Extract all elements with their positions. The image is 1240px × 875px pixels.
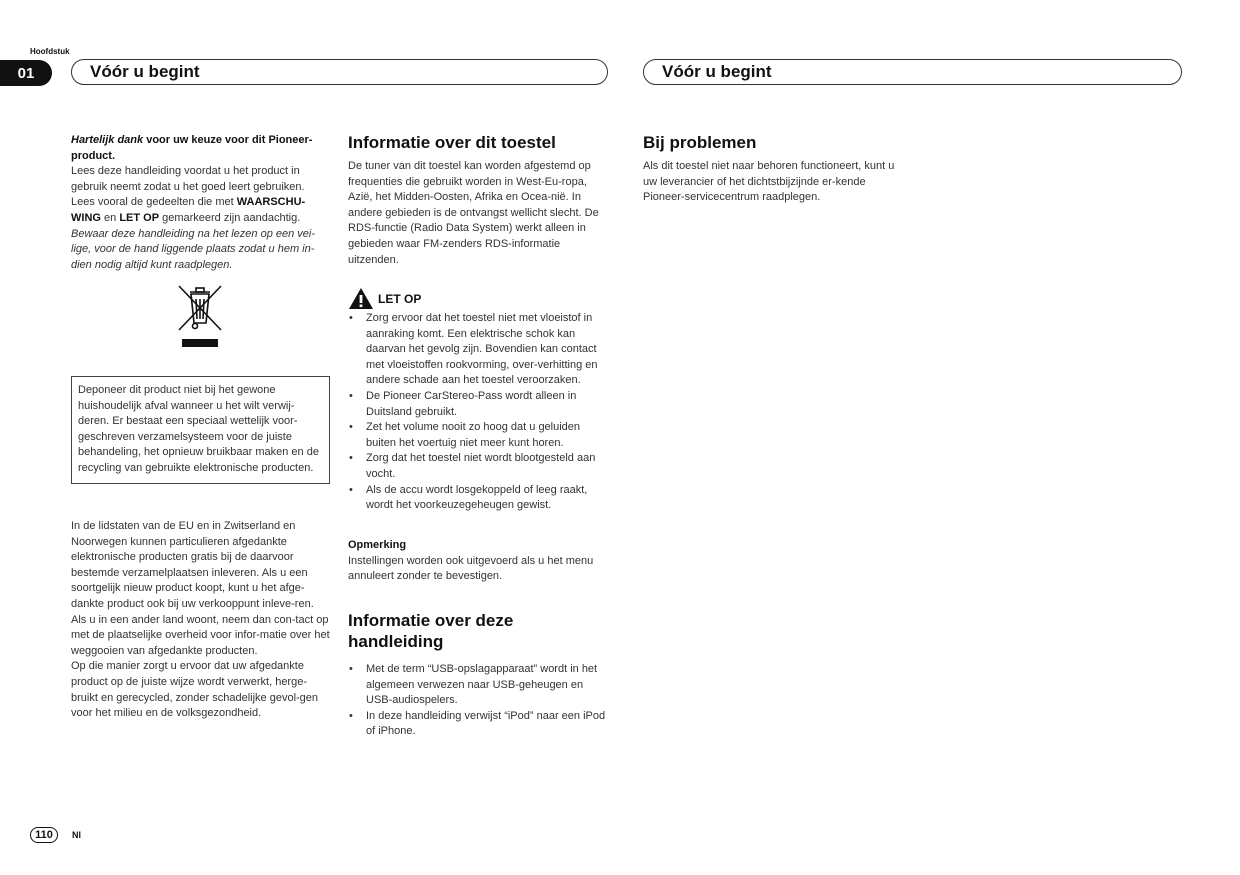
intro-text-a: Lees deze handleiding voordat u het product in gebruik neemt zodat u het goed leert gebruiken. Lees vooral de gedeelten die met	[71, 165, 305, 209]
problems-body: Als dit toestel niet naar behoren functioneert, kunt u uw leverancier of het dichtstbijzijnde er-kende Pioneer-servicecentrum raadplegen.	[643, 160, 895, 204]
crossed-bin-icon	[176, 283, 224, 333]
caution-item: • Zorg dat het toestel niet wordt blootgesteld aan vocht.	[348, 451, 606, 482]
intro-text-c: gemarkeerd zijn aandachtig.	[159, 211, 301, 224]
weee-notice-box	[71, 376, 330, 484]
warning-word: WAARSCHU-WING	[71, 196, 306, 224]
eu-paragraph-3: Op die manier zorgt u ervoor dat uw afgedankte product op de juiste wijze wordt verwerkt, herge-bruikt en gerecycled, zonder schadelijke gevol-gen voor het milieu en de volksgezondheid.	[71, 660, 319, 720]
caution-item: • Zet het volume nooit zo hoog dat u geluiden buiten het voertuig niet meer kunt horen.	[348, 420, 606, 451]
thanks-rest: voor uw keuze voor dit Pioneer-product.	[71, 134, 313, 162]
problems-heading: Bij problemen	[643, 133, 757, 152]
section-title-right: Vóór u begint	[643, 59, 1182, 85]
weee-bar-mark	[182, 339, 218, 347]
manual-item: • Met de term “USB-opslagapparaat” wordt in het algemeen verwezen naar USB-geheugen en USB-audiospelers.	[348, 662, 606, 709]
language-code: Nl	[72, 830, 81, 840]
manual-item: • In deze handleiding verwijst “iPod” naar een iPod of iPhone.	[348, 709, 606, 740]
caution-title: LET OP	[378, 291, 422, 306]
thanks-italic: Hartelijk dank	[71, 134, 144, 146]
weee-notice-text: Deponeer dit product niet bij het gewone huishoudelijk afval wanneer u het wilt verwij-deren. Er bestaat een speciaal wettelijk voor-geschreven verzamelsysteem voor de juiste behandeling, het opnieuw bruikbaar maken en de recycling van gebruikte elektronische producten.	[78, 384, 319, 474]
caution-item: • Zorg ervoor dat het toestel niet met vloeistof in aanraking komt. Een elektrische schok kan daarvan het gevolg zijn. Bovendien kan contact met vloeistoffen rookvorming, over-verhitting en andere schade aan het toestel veroorzaken.	[348, 311, 606, 389]
note-body: Instellingen worden ook uitgevoerd als u het menu annuleert zonder te bevestigen.	[348, 554, 594, 583]
problems-section	[643, 132, 895, 206]
info-device-body: De tuner van dit toestel kan worden afgestemd op frequenties die gebruikt worden in West-Eu-ropa, Azië, het Midden-Oosten, Afrika en Ocea-nië. In andere gebieden is de ontvangst wellicht slecht. De RDS-functie (Radio Data System) werkt alleen in gebieden waar FM-zenders RDS-informatie uitzenden.	[348, 160, 599, 266]
chapter-number-tab: 01	[0, 60, 52, 86]
caution-word: LET OP	[119, 211, 160, 224]
caution-item: • De Pioneer CarStereo-Pass wordt alleen in Duitsland gebruikt.	[348, 389, 606, 420]
warning-triangle-icon	[348, 287, 374, 310]
note-title: Opmerking	[348, 539, 407, 551]
caution-item: • Als de accu wordt losgekoppeld of leeg raakt, wordt het voorkeuzegeheugen gewist.	[348, 483, 606, 514]
info-manual-section	[348, 610, 606, 740]
note-section	[348, 538, 606, 585]
section-title-left: Vóór u begint	[71, 59, 608, 85]
info-manual-list	[348, 662, 606, 740]
info-device-section	[348, 132, 606, 268]
eu-paragraph-1: In de lidstaten van de EU en in Zwitserland en Noorwegen kunnen particulieren afgedankte elektronische producten gratis bij de daarvoor bestemde verzamelplaatsen inleveren. Als u een soortgelijk nieuw product koopt, kunt u het afge-dankte product ook bij uw verkooppunt inleve-ren.	[71, 520, 314, 610]
eu-paragraph-2: Als u in een ander land woont, neem dan con-tact op met de plaatselijke overheid voor infor-matie over het weggooien van afgedankte producten.	[71, 613, 330, 657]
page-number: 110	[30, 827, 58, 843]
chapter-label: Hoofdstuk	[30, 47, 70, 56]
caution-header	[348, 287, 606, 310]
thanks-line	[71, 133, 330, 164]
caution-list	[348, 311, 606, 514]
info-manual-heading: Informatie over deze handleiding	[348, 611, 514, 651]
caution-section	[348, 287, 606, 514]
intro-text-b: en	[100, 211, 120, 224]
eu-disposal-text	[71, 519, 330, 722]
info-device-heading: Informatie over dit toestel	[348, 133, 556, 152]
keep-manual-note: Bewaar deze handleiding na het lezen op een vei-lige, voor de hand liggende plaats zodat u hem in-dien nodig altijd kunt raadplegen.	[71, 227, 316, 271]
intro-paragraph	[71, 164, 330, 226]
intro-block	[71, 133, 330, 273]
